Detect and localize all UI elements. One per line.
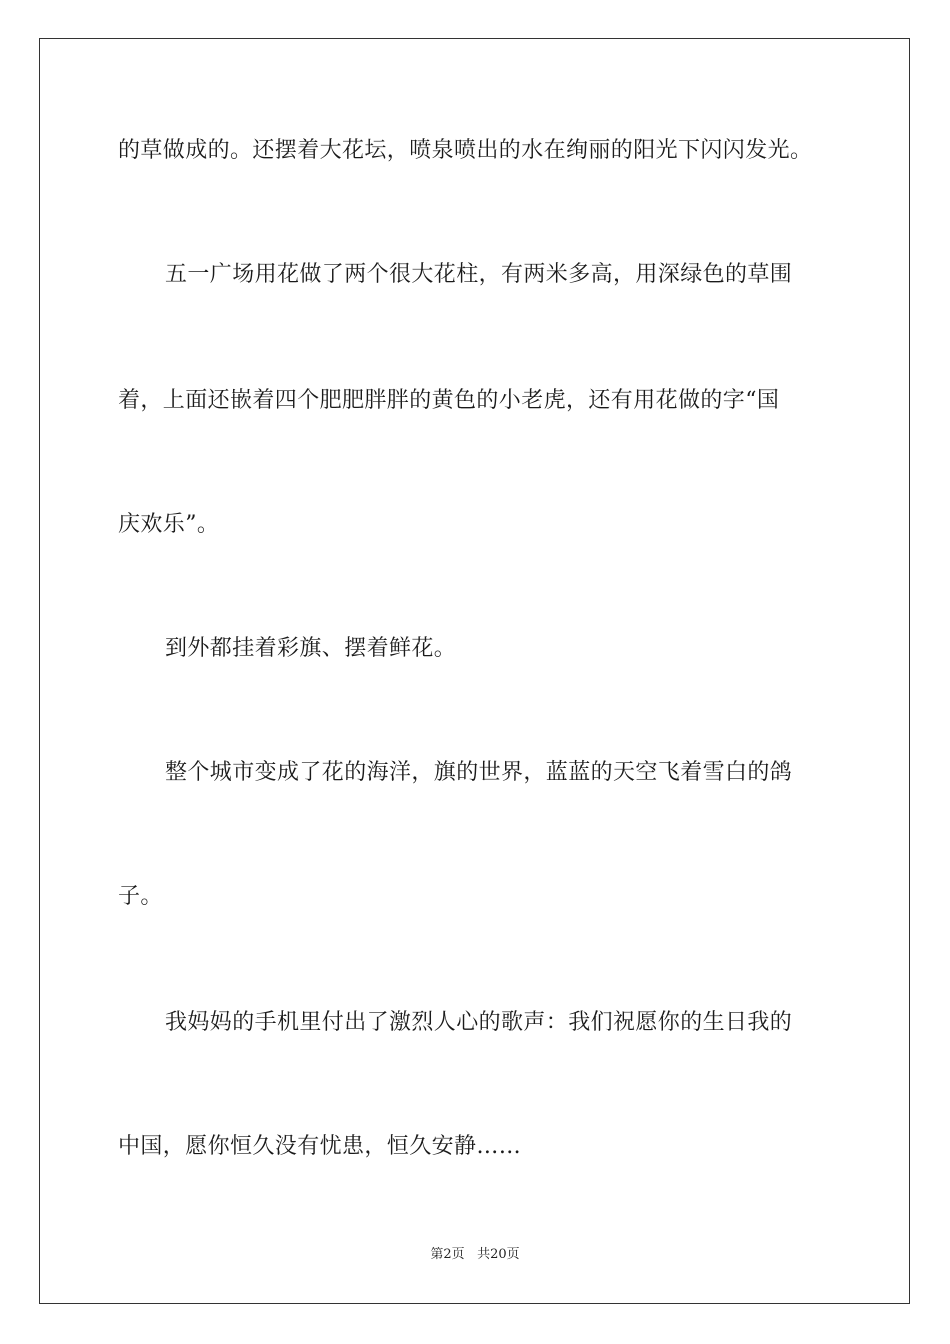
page-frame	[39, 38, 910, 1304]
page-footer	[0, 1246, 950, 1264]
text-line: 着，上面还嵌着四个肥肥胖胖的黄色的小老虎，还有用花做的字“国	[118, 388, 780, 413]
text-line: 的草做成的。还摆着大花坛，喷泉喷出的水在绚丽的阳光下闪闪发光。	[118, 138, 813, 163]
page-number: 第2页	[430, 1247, 465, 1262]
text-line: 我妈妈的手机里付出了激烈人心的歌声：我们祝愿你的生日我的	[165, 1010, 793, 1035]
text-line: 整个城市变成了花的海洋，旗的世界，蓝蓝的天空飞着雪白的鸽	[165, 760, 793, 785]
text-line: 子。	[118, 884, 163, 909]
text-line: 到外都挂着彩旗、摆着鲜花。	[165, 636, 457, 661]
text-line: 庆欢乐”。	[118, 512, 220, 537]
page-total: 共20页	[477, 1247, 520, 1262]
text-line: 五一广场用花做了两个很大花柱，有两米多高，用深绿色的草围	[165, 262, 793, 287]
text-line: 中国，愿你恒久没有忧患，恒久安静……	[118, 1134, 522, 1159]
